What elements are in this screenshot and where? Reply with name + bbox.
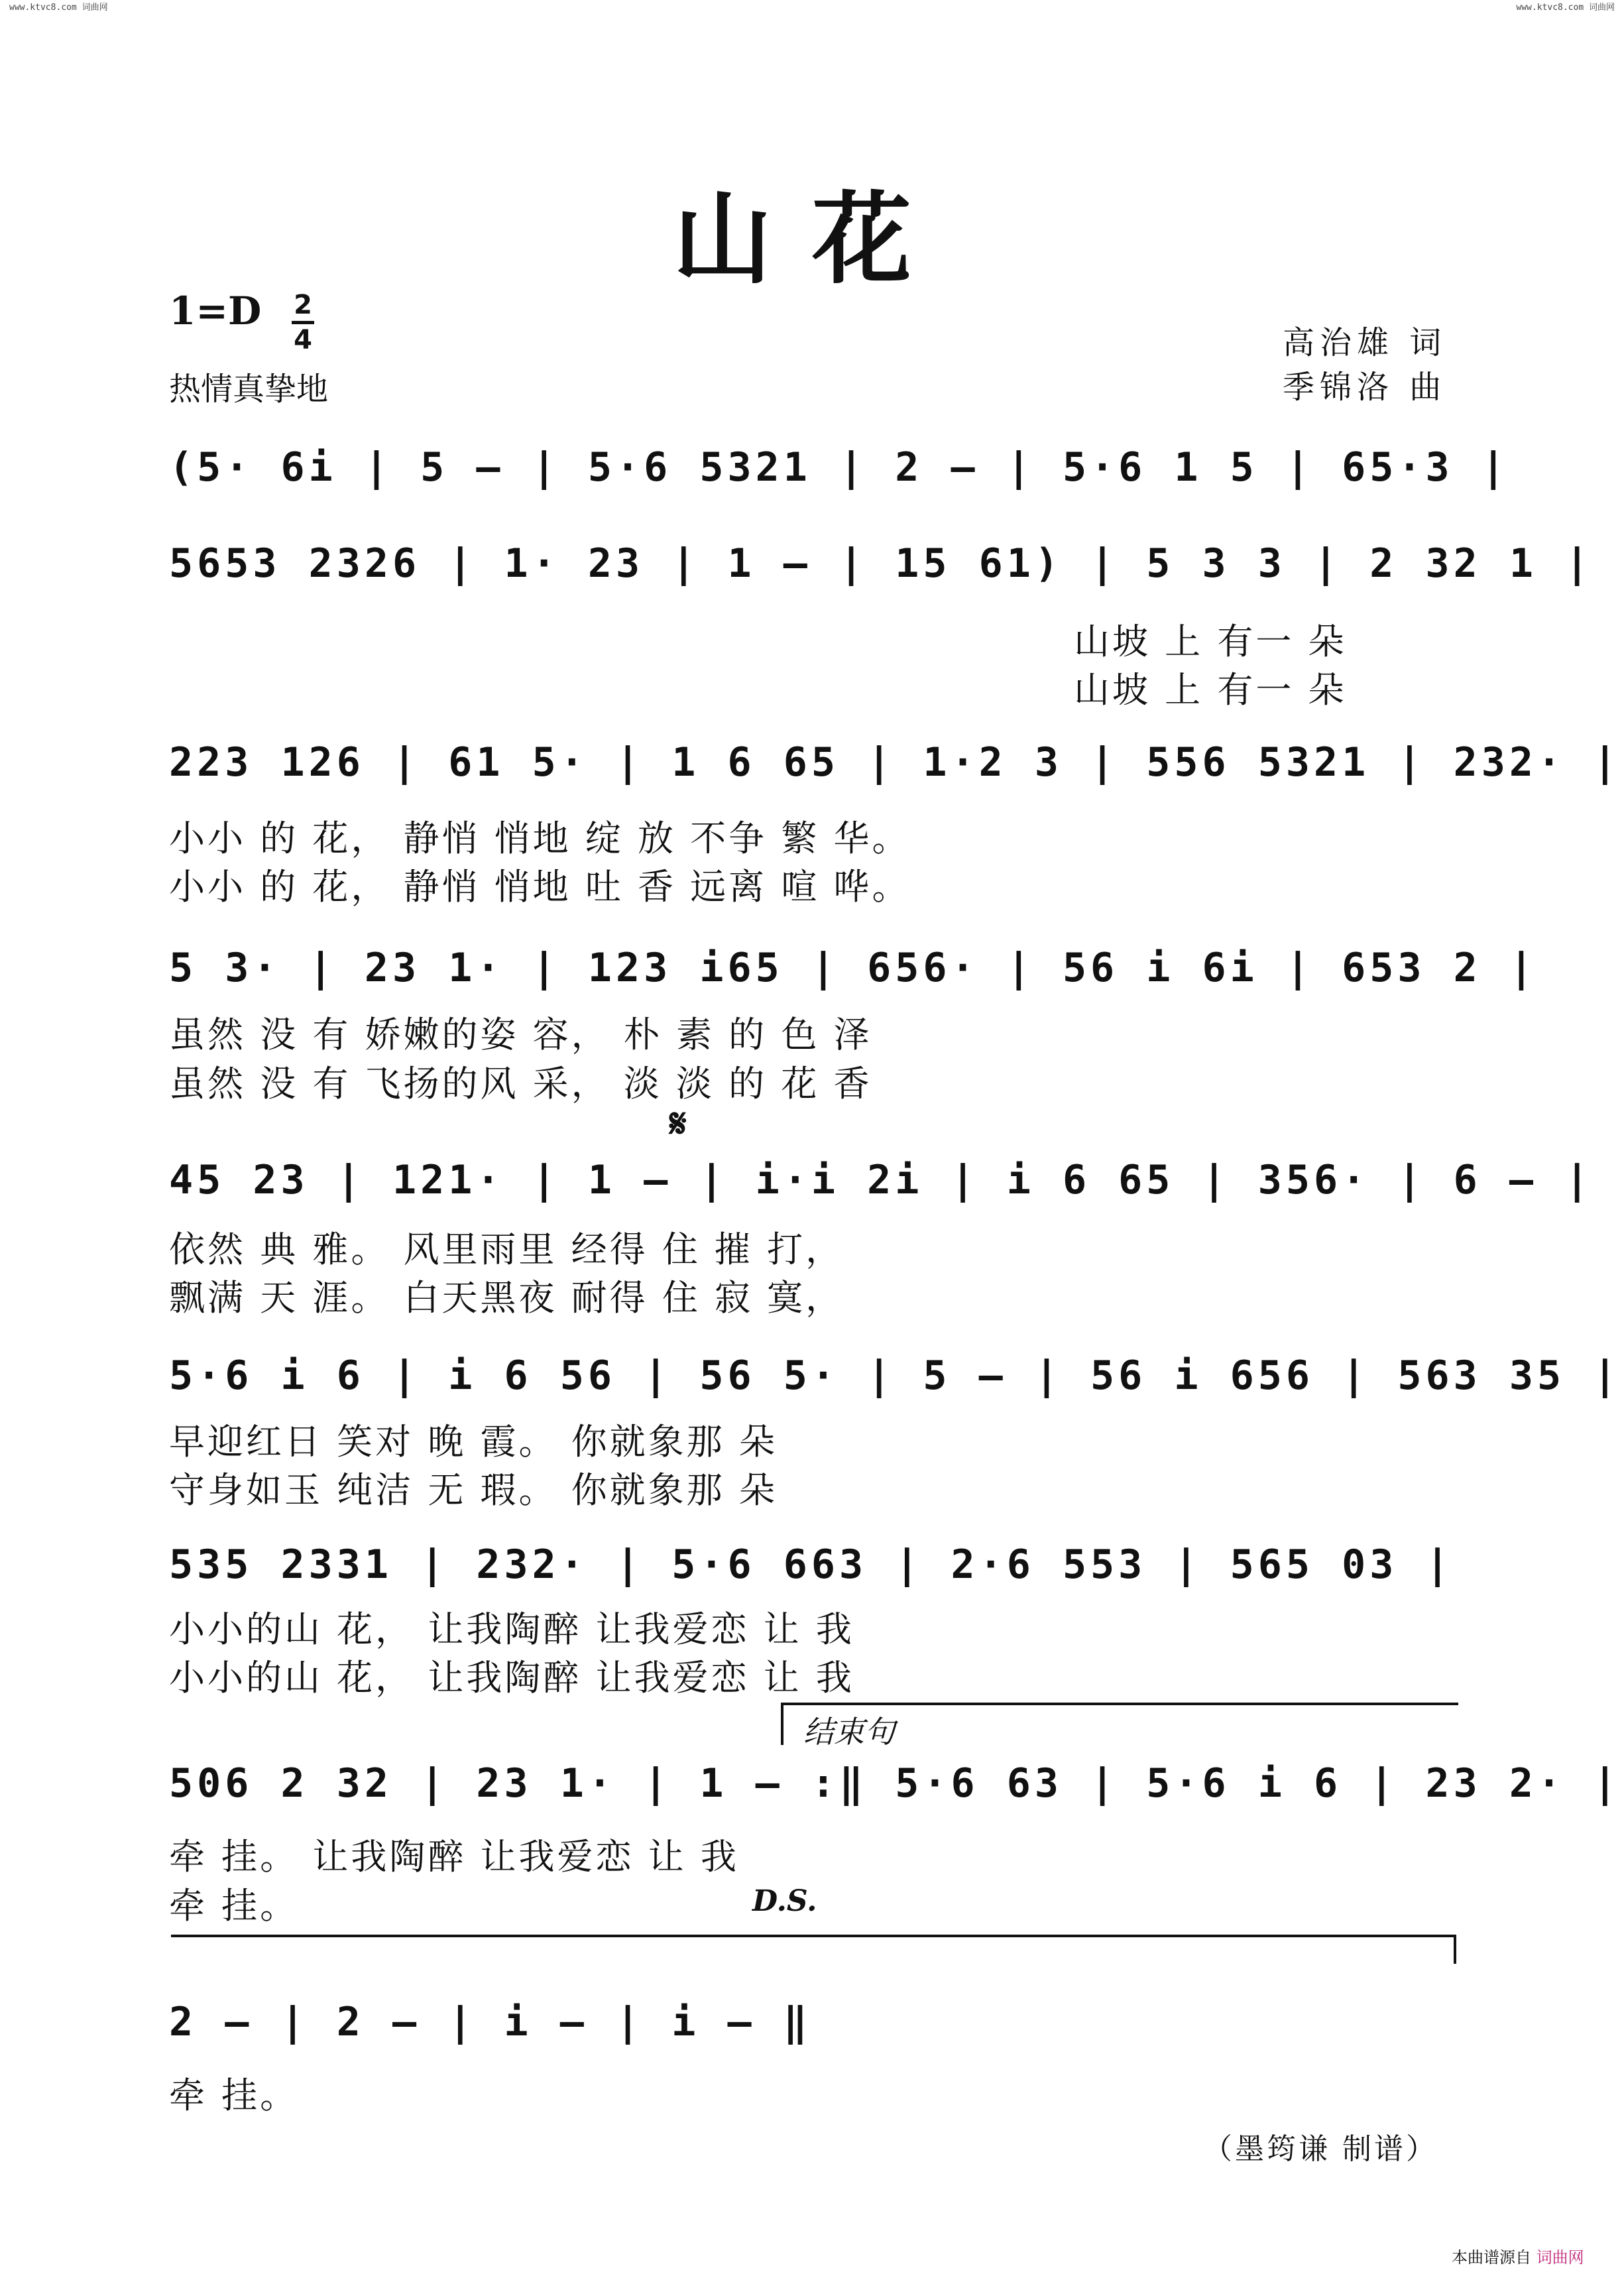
header-right-name: 词曲网 [1588,3,1615,13]
notation-line: 2 – | 2 – | i – | i – ‖ [169,1999,811,2045]
lyric-line-verse1: 虽然 没 有 娇嫩的姿 容， 朴 素 的 色 泽 [169,1014,872,1055]
lyric-line-verse2: 虽然 没 有 飞扬的风 采， 淡 淡 的 花 香 [169,1063,872,1105]
notation-line: 506 2 32 | 23 1· | 1 – :‖ 5·6 63 | 5·6 i 6 | 23 2· | [169,1760,1621,1807]
footer-source [1452,2244,1584,2267]
notation-line: (5· 6i | 5 – | 5·6 5321 | 2 – | 5·6 1 5 | 65·3 | [169,444,1509,491]
right-watermark-strip [1612,27,1621,2257]
header-right-site[interactable]: www.ktvc8.com [1516,3,1584,13]
lyric-line-verse2: 山坡 上 有一 朵 [1074,669,1347,711]
left-watermark-strip [3,27,12,2257]
key-signature: 1=D [169,288,262,333]
lyric-line-verse1: 牵 挂。 [169,2074,299,2116]
lyric-line-verse1: 小小 的 花， 静悄 悄地 绽 放 不争 繁 华。 [169,817,911,859]
score-row [169,739,1621,819]
lyricist-credit: 高治雄 词 [1283,324,1447,361]
lyric-line-verse1: 山坡 上 有一 朵 [1074,621,1347,662]
time-signature [292,290,314,355]
footer-source-label: 本曲谱源自 [1452,2248,1531,2267]
header-left-name: 词曲网 [82,3,108,13]
lyric-line-verse1: 小小的山 花， 让我陶醉 让我爱恋 让 我 [169,1608,854,1650]
notation-line: 5 3· | 23 1· | 123 i65 | 656· | 56 i 6i | 653 2 | [169,945,1538,991]
time-top: 2 [294,290,312,320]
lyric-line-verse1: 早迎红日 笑对 晚 霞。 你就象那 朵 [169,1421,778,1463]
tempo-marking: 热情真挚地 [169,371,329,408]
time-divider [292,321,314,324]
notation-line: 5653 2326 | 1· 23 | 1 – | 15 61) | 5 3 3 | 2 32 1 | [169,540,1594,587]
header-left-site[interactable]: www.ktvc8.com [9,3,77,13]
header-left [9,0,108,23]
lyric-line-verse2: 守身如玉 纯洁 无 瑕。 你就象那 朵 [169,1469,778,1511]
time-bottom: 4 [294,325,312,355]
notation-line: 535 2331 | 232· | 5·6 663 | 2·6 553 | 565 03 | [169,1541,1454,1588]
ending-label: 结束句 [803,1714,895,1750]
transcriber-credit: （墨筠谦 制谱） [1203,2132,1438,2166]
dal-segno-marking: D.S. [752,1884,817,1918]
header-right [1516,0,1615,23]
score-row [169,540,1594,620]
composer-credit: 季锦洛 曲 [1283,369,1447,406]
score-row [169,1999,1462,2078]
notation-line: 5·6 i 6 | i 6 56 | 56 5· | 5 – | 56 i 656 | 563 35 | [169,1352,1621,1399]
footer-source-site[interactable]: 词曲网 [1536,2248,1584,2267]
lyric-line-verse2: 飘满 天 涯。 白天黑夜 耐得 住 寂 寞， [169,1277,844,1319]
lyric-line-verse2: 牵 挂。 [169,1885,299,1927]
lyric-line-verse2: 小小的山 花， 让我陶醉 让我爱恋 让 我 [169,1657,854,1699]
ending-bracket [781,1703,1458,1750]
lyric-line-verse1: 依然 典 雅。 风里雨里 经得 住 摧 打， [169,1229,844,1270]
song-title: 山花 [672,181,951,298]
score-row [169,1760,1621,1840]
lyric-line-verse1: 牵 挂。 让我陶醉 让我爱恋 让 我 [169,1836,739,1878]
segno-sign: 𝄋 [669,1101,687,1147]
lyric-line-verse2: 小小 的 花， 静悄 悄地 吐 香 远离 喧 哗。 [169,866,911,908]
final-phrase-bracket [171,1935,1456,1964]
notation-line: 223 126 | 61 5· | 1 6 65 | 1·2 3 | 556 5321 | 232· | [169,739,1621,786]
score-row [169,444,1509,524]
notation-line: 45 23 | 121· | 1 – | i·i 2i | i 6 65 | 356· | 6 – | [169,1157,1594,1203]
